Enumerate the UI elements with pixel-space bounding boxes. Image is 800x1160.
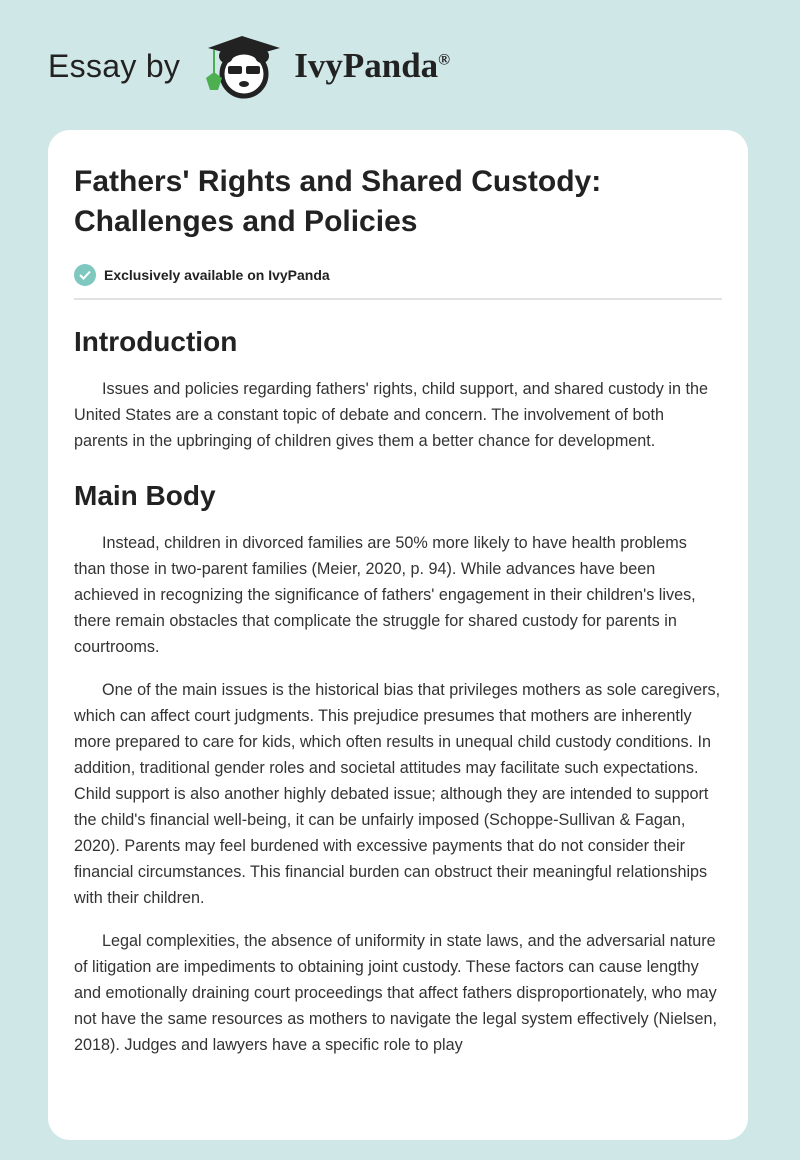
section-heading: Introduction	[74, 326, 238, 357]
section-heading: Main Body	[74, 480, 216, 511]
paragraph: Instead, children in divorced families are 50% more likely to have health problems than those in two-parent families (Meier, 2020, p. 94). While advances have been achieved in recognizing the significance of fathers' engagement in their children's lives, there remain obstacles that complicate the struggle for shared custody for parents in courtrooms.	[74, 534, 696, 656]
badge-text: Exclusively available on IvyPanda	[104, 267, 330, 283]
paragraph: Legal complexities, the absence of uniformity in state laws, and the adversarial nature of litigation are impediments to obtaining joint custody. These factors can cause lengthy and emotionally draining court proceedings that affect fathers disproportionately, who may not have the same resources as mothers to navigate the legal system effectively (Nielsen, 2018). Judges and lawyers have a specific role to play	[74, 932, 718, 1054]
essay-by-label: Essay by	[48, 47, 181, 84]
ivypanda-logo-icon[interactable]	[198, 32, 288, 100]
paragraph: One of the main issues is the historical bias that privileges mothers as sole caregivers, which can affect court judgments. This prejudice presumes that mothers are inherently more prepared to care for kids, which often results in unequal child custody conditions. In addition, traditional gender roles and societal attitudes may facilitate such expectations. Child support is also another highly debated issue; although they are intended to support the child's financial well-being, it can be unfairly imposed (Schoppe-Sullivan & Fagan, 2020). Parents may feel burdened with excessive payments that do not consider their financial circumstances. This financial burden can obstruct their meaningful relationships with their children.	[74, 681, 721, 907]
divider	[74, 298, 722, 300]
brand-name: IvyPanda®	[294, 46, 451, 85]
site-header	[48, 36, 450, 96]
essay-card	[48, 130, 748, 1140]
essay-title: Fathers' Rights and Shared Custody: Challenges and Policies	[74, 165, 602, 238]
check-icon	[74, 264, 96, 286]
paragraph: Issues and policies regarding fathers' rights, child support, and shared custody in the United States are a constant topic of debate and concern. The involvement of both parents in the upbringing of children gives them a better chance for development.	[74, 380, 708, 450]
exclusive-badge	[74, 264, 722, 286]
